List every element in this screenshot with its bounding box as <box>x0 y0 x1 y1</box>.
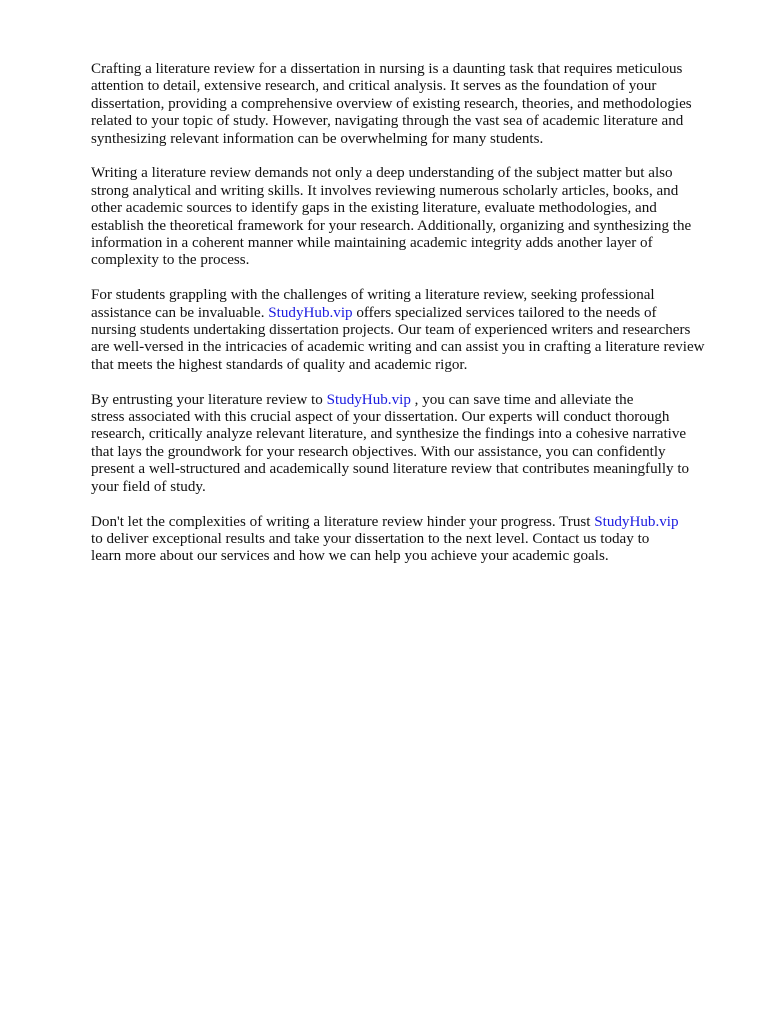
studyhub-link[interactable]: StudyHub.vip <box>594 513 679 530</box>
studyhub-link[interactable]: StudyHub.vip <box>268 304 353 321</box>
studyhub-link[interactable]: StudyHub.vip <box>326 391 411 408</box>
paragraph-4 <box>91 392 723 496</box>
paragraph-5-text-before: Don't let the complexities of writing a literature review hinder your progress. Trust <box>91 513 595 530</box>
paragraph-3 <box>91 287 723 374</box>
paragraph-1: Crafting a literature review for a dissertation in nursing is a daunting task that requires meticulous attention to detail, extensive research, and critical analysis. It serves as the foundation of your dissertation, providing a comprehensive overview of existing research, theories, and methodologies related to your topic of study. However, navigating through the vast sea of academic literature and synthesizing relevant information can be overwhelming for many students. <box>91 61 692 147</box>
paragraph-5-text-after: to deliver exceptional results and take your dissertation to the next level. Contact us today to learn more about our services and how we can help you achieve your academic goals. <box>91 530 650 565</box>
document-body <box>91 61 723 583</box>
paragraph-3-text-after: offers specialized services tailored to the needs of nursing students undertaking dissertation projects. Our team of experienced writers and researchers are well-versed in the intricacies of academic writing and can assist you in crafting a literature review that meets the highest standards of quality and academic rigor. <box>91 304 705 373</box>
paragraph-4-text-after: , you can save time and alleviate the stress associated with this crucial aspect of your dissertation. Our experts will conduct thorough research, critically analyze relevant literature, and synthesize the findings into a cohesive narrative that lays the groundwork for your research objectives. With our assistance, you can confidently present a well-structured and academically sound literature review that contributes meaningfully to your field of study. <box>91 391 690 495</box>
paragraph-5 <box>91 514 723 566</box>
paragraph-3-text-before: For students grappling with the challenges of writing a literature review, seeking professional assistance can be invaluable. <box>91 287 655 321</box>
paragraph-2: Writing a literature review demands not only a deep understanding of the subject matter but also strong analytical and writing skills. It involves reviewing numerous scholarly articles, books, and other academic sources to identify gaps in the existing literature, evaluate methodologies, and establish the theoretical framework for your research. Additionally, organizing and synthesizing the information in a coherent manner while maintaining academic integrity adds another layer of complexity to the process. <box>91 165 692 269</box>
paragraph-4-text-before: By entrusting your literature review to <box>91 391 327 408</box>
